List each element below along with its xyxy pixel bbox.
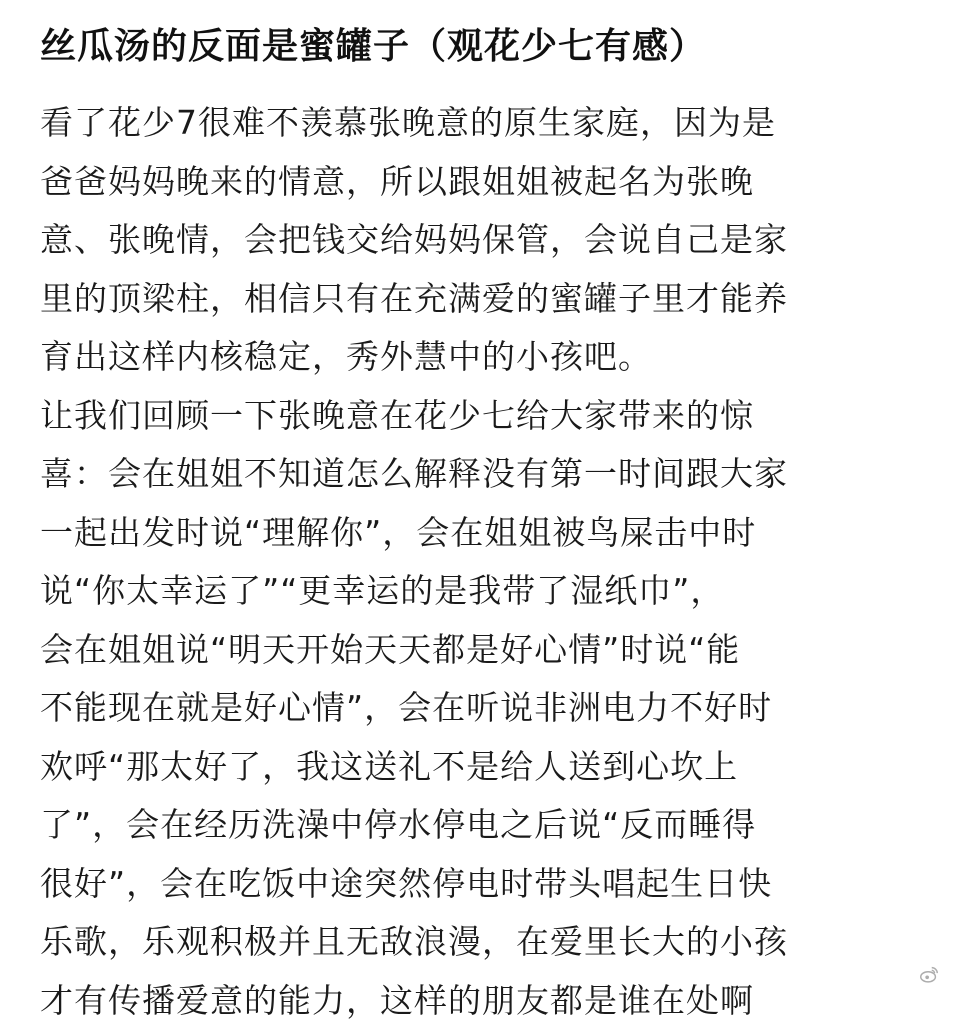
post-line: 欢呼“那太好了，我这送礼不是给人送到心坎上 <box>40 738 920 797</box>
post-line: 育出这样内核稳定，秀外慧中的小孩吧。 <box>40 328 920 387</box>
post-line: 喜：会在姐姐不知道怎么解释没有第一时间跟大家 <box>40 445 920 504</box>
post-line: 让我们回顾一下张晚意在花少七给大家带来的惊 <box>40 387 920 446</box>
post-line: 乐歌，乐观积极并且无敌浪漫，在爱里长大的小孩 <box>40 913 920 972</box>
post-line: 说“你太幸运了”“更幸运的是我带了湿纸巾”， <box>40 562 920 621</box>
post-line: 会在姐姐说“明天开始天天都是好心情”时说“能 <box>40 621 920 680</box>
post-line: 里的顶梁柱，相信只有在充满爱的蜜罐子里才能养 <box>40 270 920 329</box>
post-line: 很好”，会在吃饭中途突然停电时带头唱起生日快 <box>40 855 920 914</box>
post-title: 丝瓜汤的反面是蜜罐子（观花少七有感） <box>40 0 920 72</box>
post-line: 才有传播爱意的能力，这样的朋友都是谁在处啊 <box>40 972 920 1030</box>
post-line: 意、张晚情，会把钱交给妈妈保管，会说自己是家 <box>40 211 920 270</box>
post-body <box>40 94 920 1030</box>
post-line: 了”，会在经历洗澡中停水停电之后说“反而睡得 <box>40 796 920 855</box>
post <box>40 0 920 1030</box>
post-line: 一起出发时说“理解你”，会在姐姐被鸟屎击中时 <box>40 504 920 563</box>
post-line: 看了花少7很难不羡慕张晚意的原生家庭，因为是 <box>40 94 920 153</box>
watermark <box>912 962 946 988</box>
weibo-logo-icon <box>918 964 940 986</box>
post-line: 不能现在就是好心情”，会在听说非洲电力不好时 <box>40 679 920 738</box>
post-line: 爸爸妈妈晚来的情意，所以跟姐姐被起名为张晚 <box>40 153 920 212</box>
